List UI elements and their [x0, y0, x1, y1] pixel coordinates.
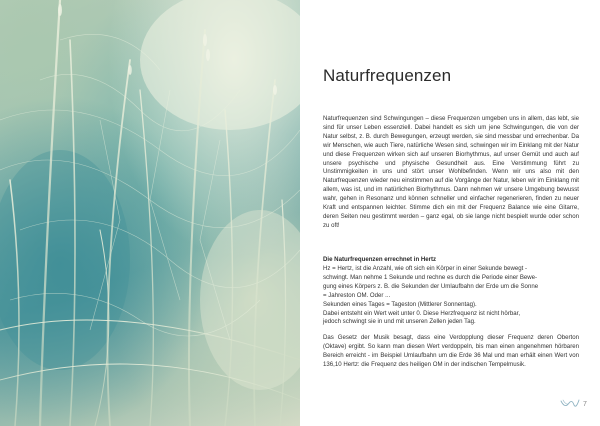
page-title: Naturfrequenzen: [323, 66, 452, 85]
page-number: 7: [583, 401, 587, 408]
text-page: [323, 0, 579, 426]
hertz-line: schwingt. Man nehme 1 Sekunde und rechne es durch die Periode einer Bewe-: [323, 273, 538, 281]
hertz-line: = Jahreston OM. Oder ...: [323, 291, 391, 299]
hertz-line: Sekunden eines Tages = Tageston (Mittlerer Sonnentag).: [323, 300, 477, 308]
hertz-explanation: [323, 265, 579, 327]
wave-logo-icon: [560, 398, 580, 410]
outro-paragraph: Das Gesetz der Musik besagt, dass eine Verdopplung dieser Frequenz deren Oberton (Oktave) ergibt. So kann man diesen Wert verdoppeln, bis man einen angenehmen hörbaren Bereich erreicht - im Beispiel Umlaufbahn um die Erde 36 Mal und man erhält einen Wert von 136,10 Hertz: die Frequenz des heiligen OM in der indischen Tempelmusik.: [323, 334, 579, 368]
hertz-line: Dabei entsteht ein Wert weit unter 0. Diese Herzfrequenz ist nicht hörbar,: [323, 309, 521, 317]
hertz-line: gung eines Körpers z. B. die Sekunden der Umlaufbahn der Erde um die Sonne: [323, 282, 539, 290]
hertz-line: Hz = Hertz, ist die Anzahl, wie oft sich ein Körper in einer Sekunde bewegt -: [323, 265, 528, 272]
intro-paragraph: Naturfrequenzen sind Schwingungen – diese Frequenzen umgeben uns in allem, das lebt, sie sind für unser Leben essenziell. Dabei handelt es sich um jene Schwingungen, die von der Natur selbst, z. B. durch Bewegungen, erzeugt werden, sie sind messbar und errechenbar. Da wir Menschen, wie auch Tiere, natürliche Wesen sind, schwingen wir im Einklang mit der Natur und diese Frequenzen wirken sich auf unseren Biorhythmus, auf unser Gemüt und auch auf unsere psychische und physische Gesundheit aus. Eine Verstimmung führt zu Unstimmigkeiten in uns und stört unser Wohlbefinden. Wenn wir uns also mit den Naturfrequenzen wieder neu einstimmen auf die Vorgänge der Natur, leben wir im Einklang mit allem, was ist, und im natürlichen Biorhythmus. Dann nehmen wir unsere Umgebung bewusst wahr, gehen in Resonanz und können schneller und einfacher regenerieren, finden zu neuer Kraft und entspannen leichter. Stimme dich ein mit der Frequenz Balance wie eine Gitarre, deren Seiten neu gestimmt werden – ganz egal, ob sie lange nicht bespielt wurde oder schon zu oft!: [323, 115, 579, 229]
section-heading: Die Naturfrequenzen errechnet in Hertz: [323, 256, 437, 263]
hertz-line: jedoch schwingt sie in und mit unseren Zellen jeden Tag.: [323, 318, 476, 326]
